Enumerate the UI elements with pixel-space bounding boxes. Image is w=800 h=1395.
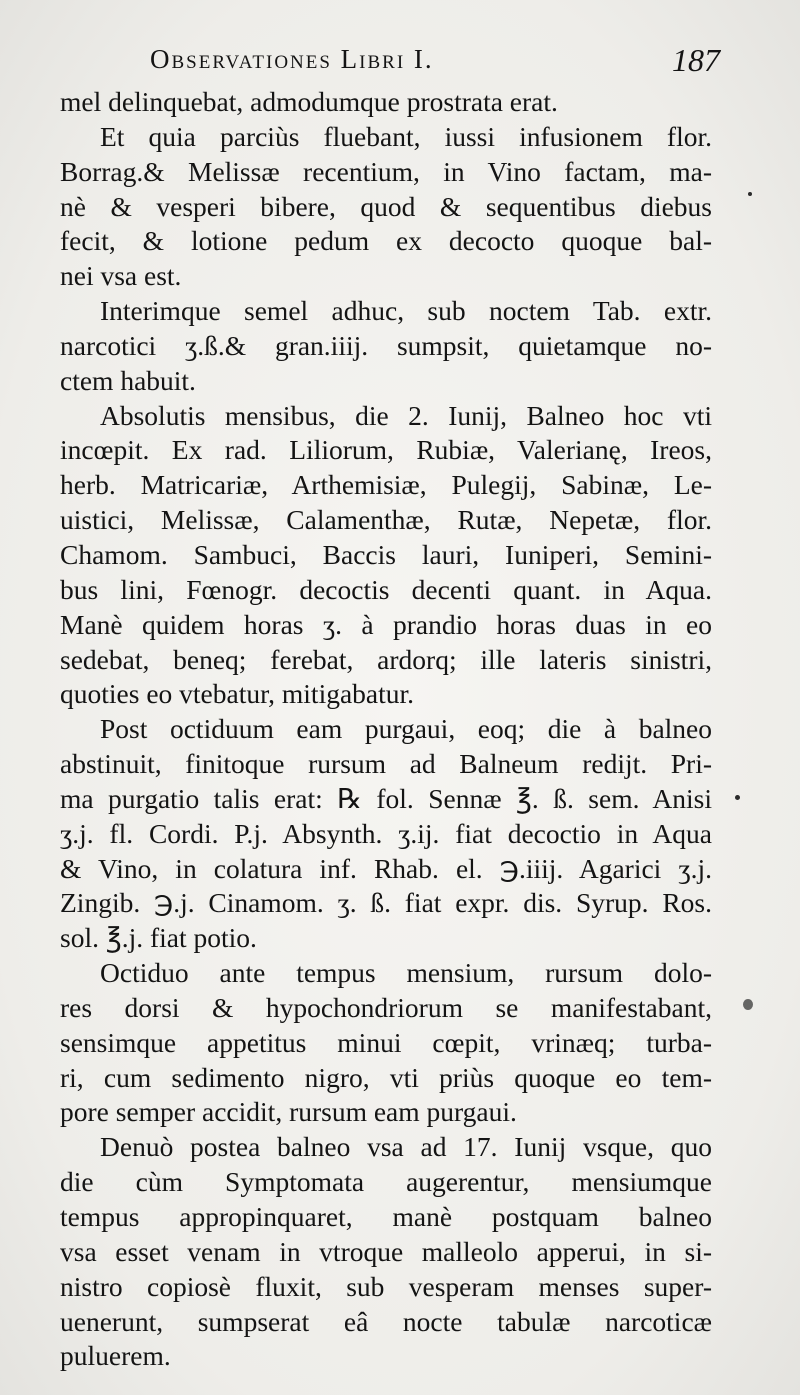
text-line: Borrag.& Melissæ recentium, in Vino factam, ma- [60,155,712,187]
text-line: res dorsi & hypochondriorum se manifestabant, [60,991,712,1023]
text-line: narcotici ʒ.ß.& gran.iiij. sumpsit, quietamque no- [60,329,712,361]
text-line: ʒ.j. fl. Cordi. P.j. Absynth. ʒ.ij. fiat decoctio in Aqua [60,817,712,849]
ink-speck [735,795,740,800]
text-line: puluerem. [60,1340,171,1372]
paragraph-4 [60,399,712,713]
text-line: sensimque appetitus minui cœpit, vrinæq; turba- [60,1026,712,1058]
text-line: mel delinquebat, admodumque prostrata erat. [60,86,558,117]
text-line: quoties eo vtebatur, mitigabatur. [60,678,415,710]
text-line: Absolutis mensibus, die 2. Iunij, Balneo hoc vti [100,399,712,431]
text-line: sedebat, beneq; ferebat, ardorq; ille lateris sinistri, [60,643,712,675]
text-line: abstinuit, finitoque rursum ad Balneum redijt. Pri- [60,748,712,780]
text-line: Denuò postea balneo vsa ad 17. Iunij vsque, quo [100,1131,712,1163]
paragraph-1 [60,85,712,120]
text-line: fecit, & lotione pedum ex decocto quoque bal- [60,225,712,257]
body-text [60,85,712,1374]
running-title: Observationes Libri I. [150,44,434,74]
paragraph-3 [60,294,712,399]
text-line: Post octiduum eam purgaui, eoq; die à balneo [100,713,712,745]
text-line: Zingib. ℈.j. Cinamom. ʒ. ß. fiat expr. dis. Syrup. Ros. [60,887,712,919]
text-line: sol. ℥.j. fiat potio. [60,922,257,954]
text-line: herb. Matricariæ, Arthemisiæ, Pulegij, Sabinæ, Le- [60,469,712,501]
text-line: uenerunt, sumpserat eâ nocte tabulæ narcoticæ [60,1305,712,1337]
paragraph-2 [60,120,712,294]
text-line: ri, cum sedimento nigro, vti priùs quoque eo tem- [60,1061,712,1093]
text-line: ctem habuit. [60,364,196,396]
paragraph-7 [60,1130,712,1374]
text-line: nei vsa est. [60,260,182,292]
page-header [150,44,720,84]
text-line: vsa esset venam in vtroque malleolo apperui, in si- [60,1235,712,1267]
text-line: Interimque semel adhuc, sub noctem Tab. extr. [100,295,712,327]
text-line: nistro copiosè fluxit, sub vesperam menses super- [60,1270,712,1302]
text-line: die cùm Symptomata augerentur, mensiumque [60,1166,712,1198]
text-line: Manè quidem horas ʒ. à prandio horas duas in eo [60,608,712,640]
text-line: & Vino, in colatura inf. Rhab. el. ℈.iiij. Agarici ʒ.j. [60,852,712,884]
page-number: 187 [672,42,720,78]
text-line: uistici, Melissæ, Calamenthæ, Rutæ, Nepetæ, flor. [60,504,712,536]
ink-speck [748,192,752,196]
text-line: Chamom. Sambuci, Baccis lauri, Iuniperi, Semini- [60,538,712,570]
text-line: Et quia parciùs fluebant, iussi infusionem flor. [100,120,712,152]
paragraph-5 [60,712,712,956]
text-line: ma purgatio talis erat: ℞ fol. Sennæ ℥. ß. sem. Anisi [60,782,712,814]
text-line: Octiduo ante tempus mensium, rursum dolo- [100,957,712,989]
text-line: bus lini, Fœnogr. decoctis decenti quant. in Aqua. [60,573,712,605]
paragraph-6 [60,956,712,1130]
ink-speck [743,999,753,1010]
text-line: incœpit. Ex rad. Liliorum, Rubiæ, Valerianę, Ireos, [60,434,712,466]
text-line: pore semper accidit, rursum eam purgaui. [60,1096,517,1128]
text-line: tempus appropinquaret, manè postquam balneo [60,1201,712,1232]
text-line: nè & vesperi bibere, quod & sequentibus diebus [60,190,712,222]
